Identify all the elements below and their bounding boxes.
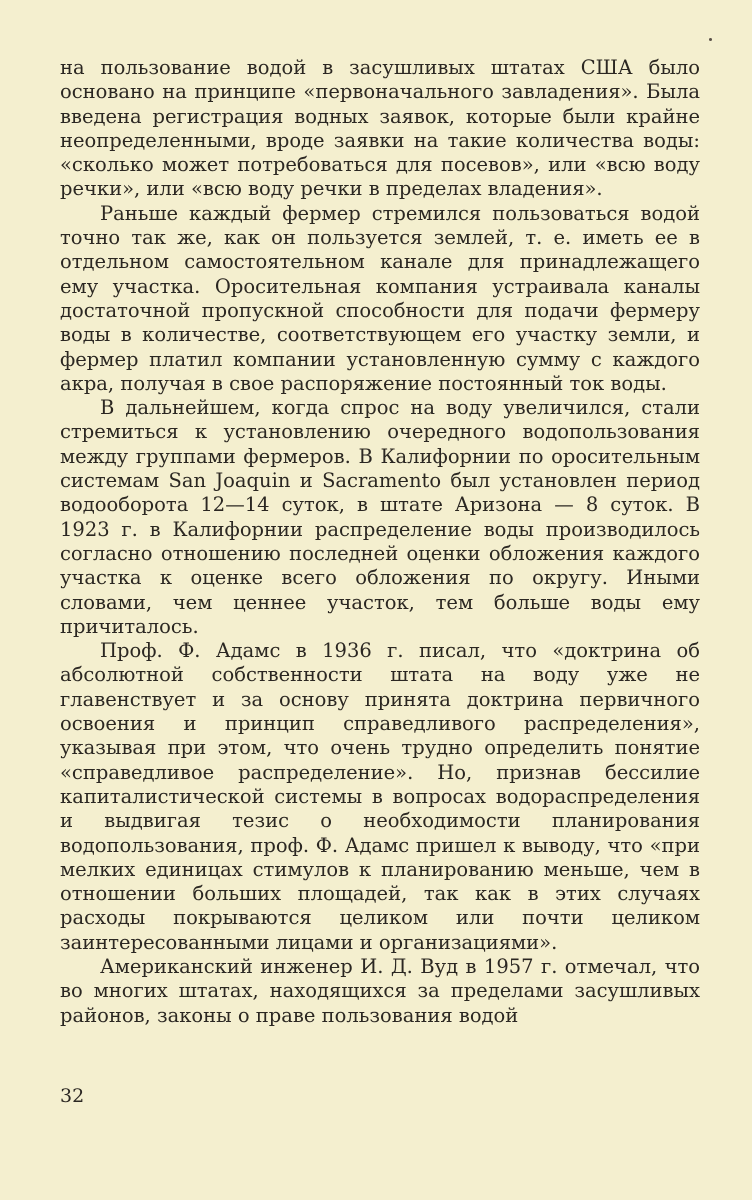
paper-speck: [709, 38, 712, 41]
paragraph-1: на пользование водой в засушливых штатах США было основано на принципе «первоначального завладения». Была введена регистрация водных заявок, которые были крайне неопределенными, вроде заявки на такие количества воды: «сколько может потребоваться для посевов», или «всю воду речки», или «всю воду речки в пределах владения».: [60, 56, 700, 201]
paragraph-2: Раньше каждый фермер стремился пользоваться водой точно так же, как он пользуется землей, т. е. иметь ее в отдельном самостоятельном канале для принадлежащего ему участка. Оросительная компания устраивала каналы достаточной пропускной способности для подачи фермеру воды в количестве, соответствующем его участку земли, и фермер платил компании установленную сумму с каждого акра, получая в свое распоряжение постоянный ток воды.: [60, 201, 700, 395]
page-number: 32: [60, 1085, 85, 1107]
page-body: [60, 56, 700, 1028]
paragraph-3: В дальнейшем, когда спрос на воду увеличился, стали стремиться к установлению очередного водопользования между группами фермеров. В Калифорнии по оросительным системам San Joaquin и Sacramento был установлен период водооборота 12—14 суток, в штате Аризона — 8 суток. В 1923 г. в Калифорнии распределение воды производилось согласно отношению последней оценки обложения каждого участка к оценке всего обложения по округу. Иными словами, чем ценнее участок, тем больше воды ему причиталось.: [60, 396, 700, 638]
paragraph-4: Проф. Ф. Адамс в 1936 г. писал, что «доктрина об абсолютной собственности штата на воду уже не главенствует и за основу принята доктрина первичного освоения и принцип справедливого распределения», указывая при этом, что очень трудно определить понятие «справедливое распределение». Но, признав бессилие капиталистической системы в вопросах водораспределения и выдвигая тезис о необходимости планирования водопользования, проф. Ф. Адамс пришел к выводу, что «при мелких единицах стимулов к планированию меньше, чем в отношении больших площадей, так как в этих случаях расходы покрываются целиком или почти целиком заинтересованными лицами и организациями».: [60, 639, 700, 954]
paragraph-5: Американский инженер И. Д. Вуд в 1957 г. отмечал, что во многих штатах, находящихся за пределами засушливых районов, законы о праве пользования водой: [60, 954, 700, 1027]
